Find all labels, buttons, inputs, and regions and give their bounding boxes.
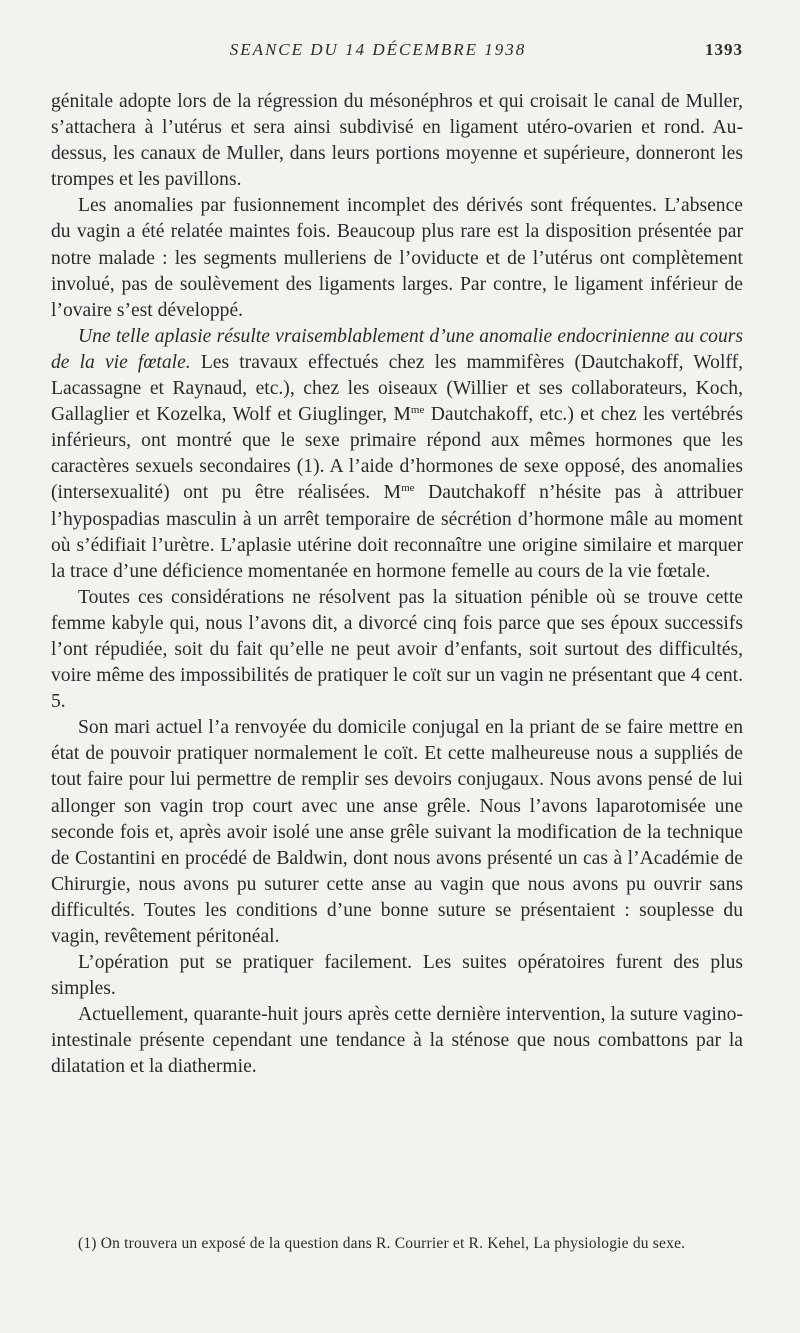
paragraph-husband: Son mari actuel l’a renvoyée du domicile conjugal en la priant de se faire mettre en état de pouvoir pratiquer normalement le coït. Et cette malheureuse nous a suppliés de tout faire pour lui permettre de remplir ses devoirs conjugaux. Nous avons pensé de lui allonger son vagin trop court avec une anse grêle. Nous l’avons laparotomisée une seconde fois et, après avoir isolé une anse grêle suivant la modification de la technique de Costantini en procédé de Baldwin, dont nous avons présenté un cas à l’Académie de Chirurgie, nous avons pu suturer cette anse au vagin que nous avons pu ouvrir sans difficultés. Toutes les conditions d’une bonne suture se présentaient : souplesse du vagin, revêtement péritonéal. xyxy=(51,717,743,947)
superscript-me-1: me xyxy=(410,404,425,417)
aplasia-text-2: Dautchakoff, etc.) et chez les vertébrés inférieurs, ont montré que le sexe primaire répond aux mêmes hormones que les caractères sexuels secondaires (1). A l’aide d’hormones de sexe opposé, des anomalies (intersexualité) ont pu être réalisées. M xyxy=(51,404,743,504)
aplasia-text-1: Les travaux effectués chez les mammifères (Dautchakoff, Wolff, Lacassagne et Raynaud, etc.), chez les oiseaux (Willier et ses collaborateurs, Koch, Gallaglier et Kozelka, Wolf et Giuglinger, M xyxy=(51,351,744,426)
paragraph-situation: Toutes ces considérations ne résolvent pas la situation pénible où se trouve cette femme kabyle qui, nous l’avons dit, a divorcé cinq fois parce que ses époux successifs l’ont répudiée, soit du fait qu’elle ne peut avoir d’enfants, soit surtout des difficultés, voire même des impossibilités de pratiquer le coït sur un vagin ne présentant que 4 cent. 5. xyxy=(51,586,743,713)
article-body xyxy=(51,89,743,1081)
page-number: 1393 xyxy=(705,40,743,59)
aplasia-italic-sentence: Une telle aplasie résulte vraisemblablement d’une anomalie endocrinienne au cours de la vie fœtale. xyxy=(51,325,743,373)
paragraph-operation: L’opération put se pratiquer facilement. Les suites opératoires furent des plus simples. xyxy=(51,952,743,1000)
superscript-me-2: me xyxy=(401,482,415,495)
paragraph-anomalies: Les anomalies par fusionnement incomplet des dérivés sont fréquentes. L’absence du vagin a été relatée maintes fois. Beaucoup plus rare est la disposition présentée par notre malade : les segments mulleriens de l’oviducte et de l’utérus ont complètement involué, pas de soulèvement des ligaments larges. Par contre, le ligament inférieur de l’ovaire s’est développé. xyxy=(51,195,743,321)
footnote: (1) On trouvera un exposé de la question dans R. Courrier et R. Kehel, La physiologie du sexe. xyxy=(78,1235,686,1252)
paragraph-aplasia xyxy=(51,324,743,585)
aplasia-text-3: Dautchakoff n’hésite pas à attribuer l’hypospadias masculin à un arrêt temporaire de sécrétion d’hormone mâle au moment où s’édifiait l’urètre. L’aplasie utérine doit reconnaître une origine similaire et marquer la trace d’une déficience momentanée en hormone femelle au cours de la vie fœtale. xyxy=(51,482,743,582)
running-title: SEANCE DU 14 DÉCEMBRE 1938 xyxy=(229,40,527,59)
running-head xyxy=(51,40,743,68)
paragraph-continuation: génitale adopte lors de la régression du mésonéphros et qui croisait le canal de Muller, s’attachera à l’utérus et sera ainsi subdivisé en ligament utéro-ovarien et rond. Au-dessus, les canaux de Muller, dans leurs portions moyenne et supérieure, donneront les trompes et les pavillons. xyxy=(51,91,743,191)
paragraph-current: Actuellement, quarante-huit jours après cette dernière intervention, la suture vagino-intestinale présente cependant une tendance à la sténose que nous combattons par la dilatation et la diathermie. xyxy=(51,1004,743,1078)
